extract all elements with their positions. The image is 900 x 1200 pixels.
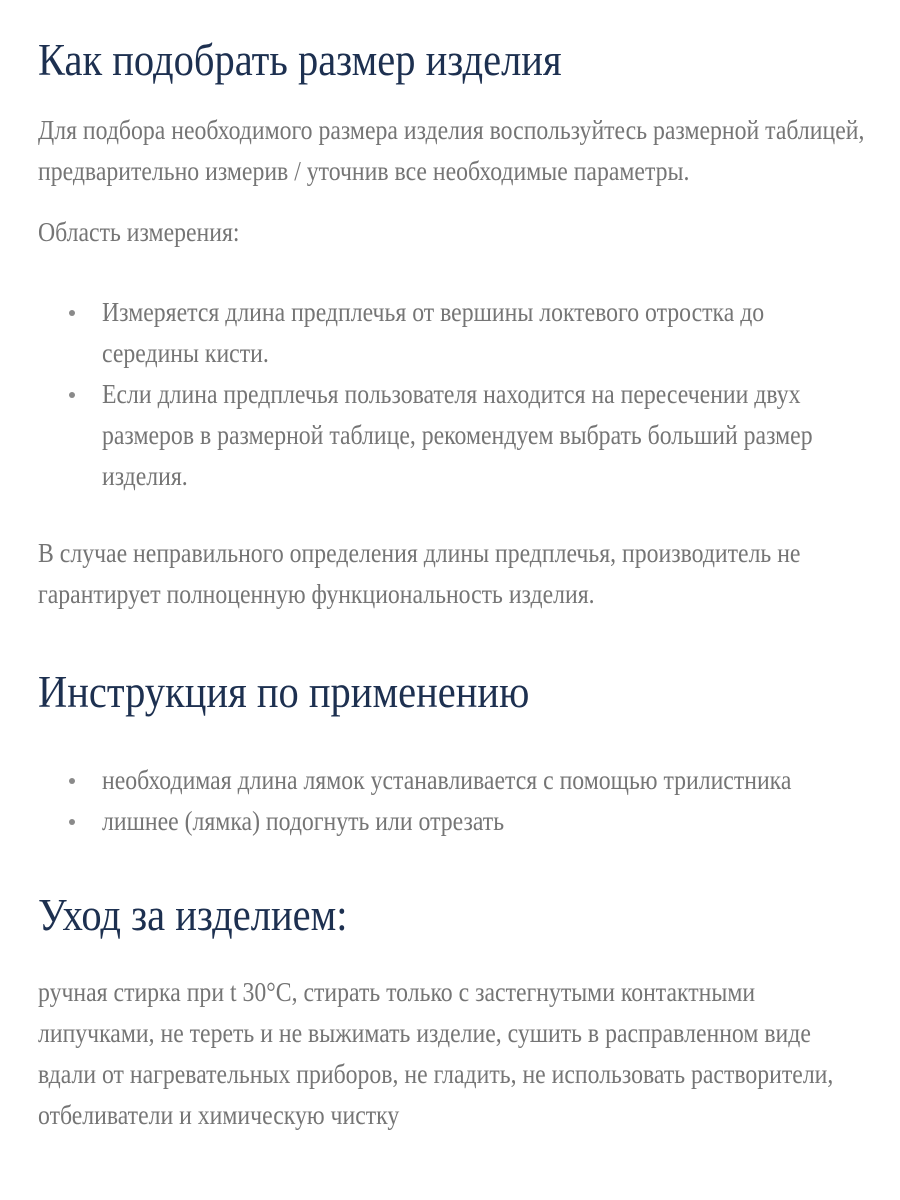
bullet-icon (69, 392, 75, 398)
bullet-icon (69, 778, 75, 784)
list-item (38, 801, 900, 842)
instructions-section-title: Инструкция по применению (38, 667, 530, 717)
list-item-text: лишнее (лямка) подогнуть или отрезать (102, 806, 505, 836)
size-section-title: Как подобрать размер изделия (38, 35, 562, 85)
measurement-list (38, 292, 900, 497)
size-intro-text: Для подбора необходимого размера изделия воспользуйтесь размерной таблицей, предварительно измерив / уточнив все необходимые параметры. (38, 115, 865, 186)
list-item (38, 760, 900, 801)
bullet-icon (69, 819, 75, 825)
list-item-text: необходимая длина лямок устанавливается с помощью трилистника (102, 765, 792, 795)
measurement-area-label: Область измерения: (38, 217, 240, 247)
bullet-icon (69, 310, 75, 316)
list-item (38, 374, 900, 497)
list-item-text: Если длина предплечья пользователя находится на пересечении двух размеров в размерной таблице, рекомендуем выбрать больший размер изделия. (102, 379, 813, 491)
care-text: ручная стирка при t 30°C, стирать только с застегнутыми контактными липучками, не тереть и не выжимать изделие, сушить в расправленном виде вдали от нагревательных приборов, не гладить, не использовать растворители, отбеливатели и химическую чистку (38, 977, 834, 1130)
list-item-text: Измеряется длина предплечья от вершины локтевого отростка до середины кисти. (102, 297, 765, 368)
size-warning-text: В случае неправильного определения длины предплечья, производитель не гарантирует полноценную функциональность изделия. (38, 538, 801, 609)
list-item (38, 292, 900, 374)
instructions-list (38, 760, 900, 842)
care-section-title: Уход за изделием: (38, 890, 348, 940)
